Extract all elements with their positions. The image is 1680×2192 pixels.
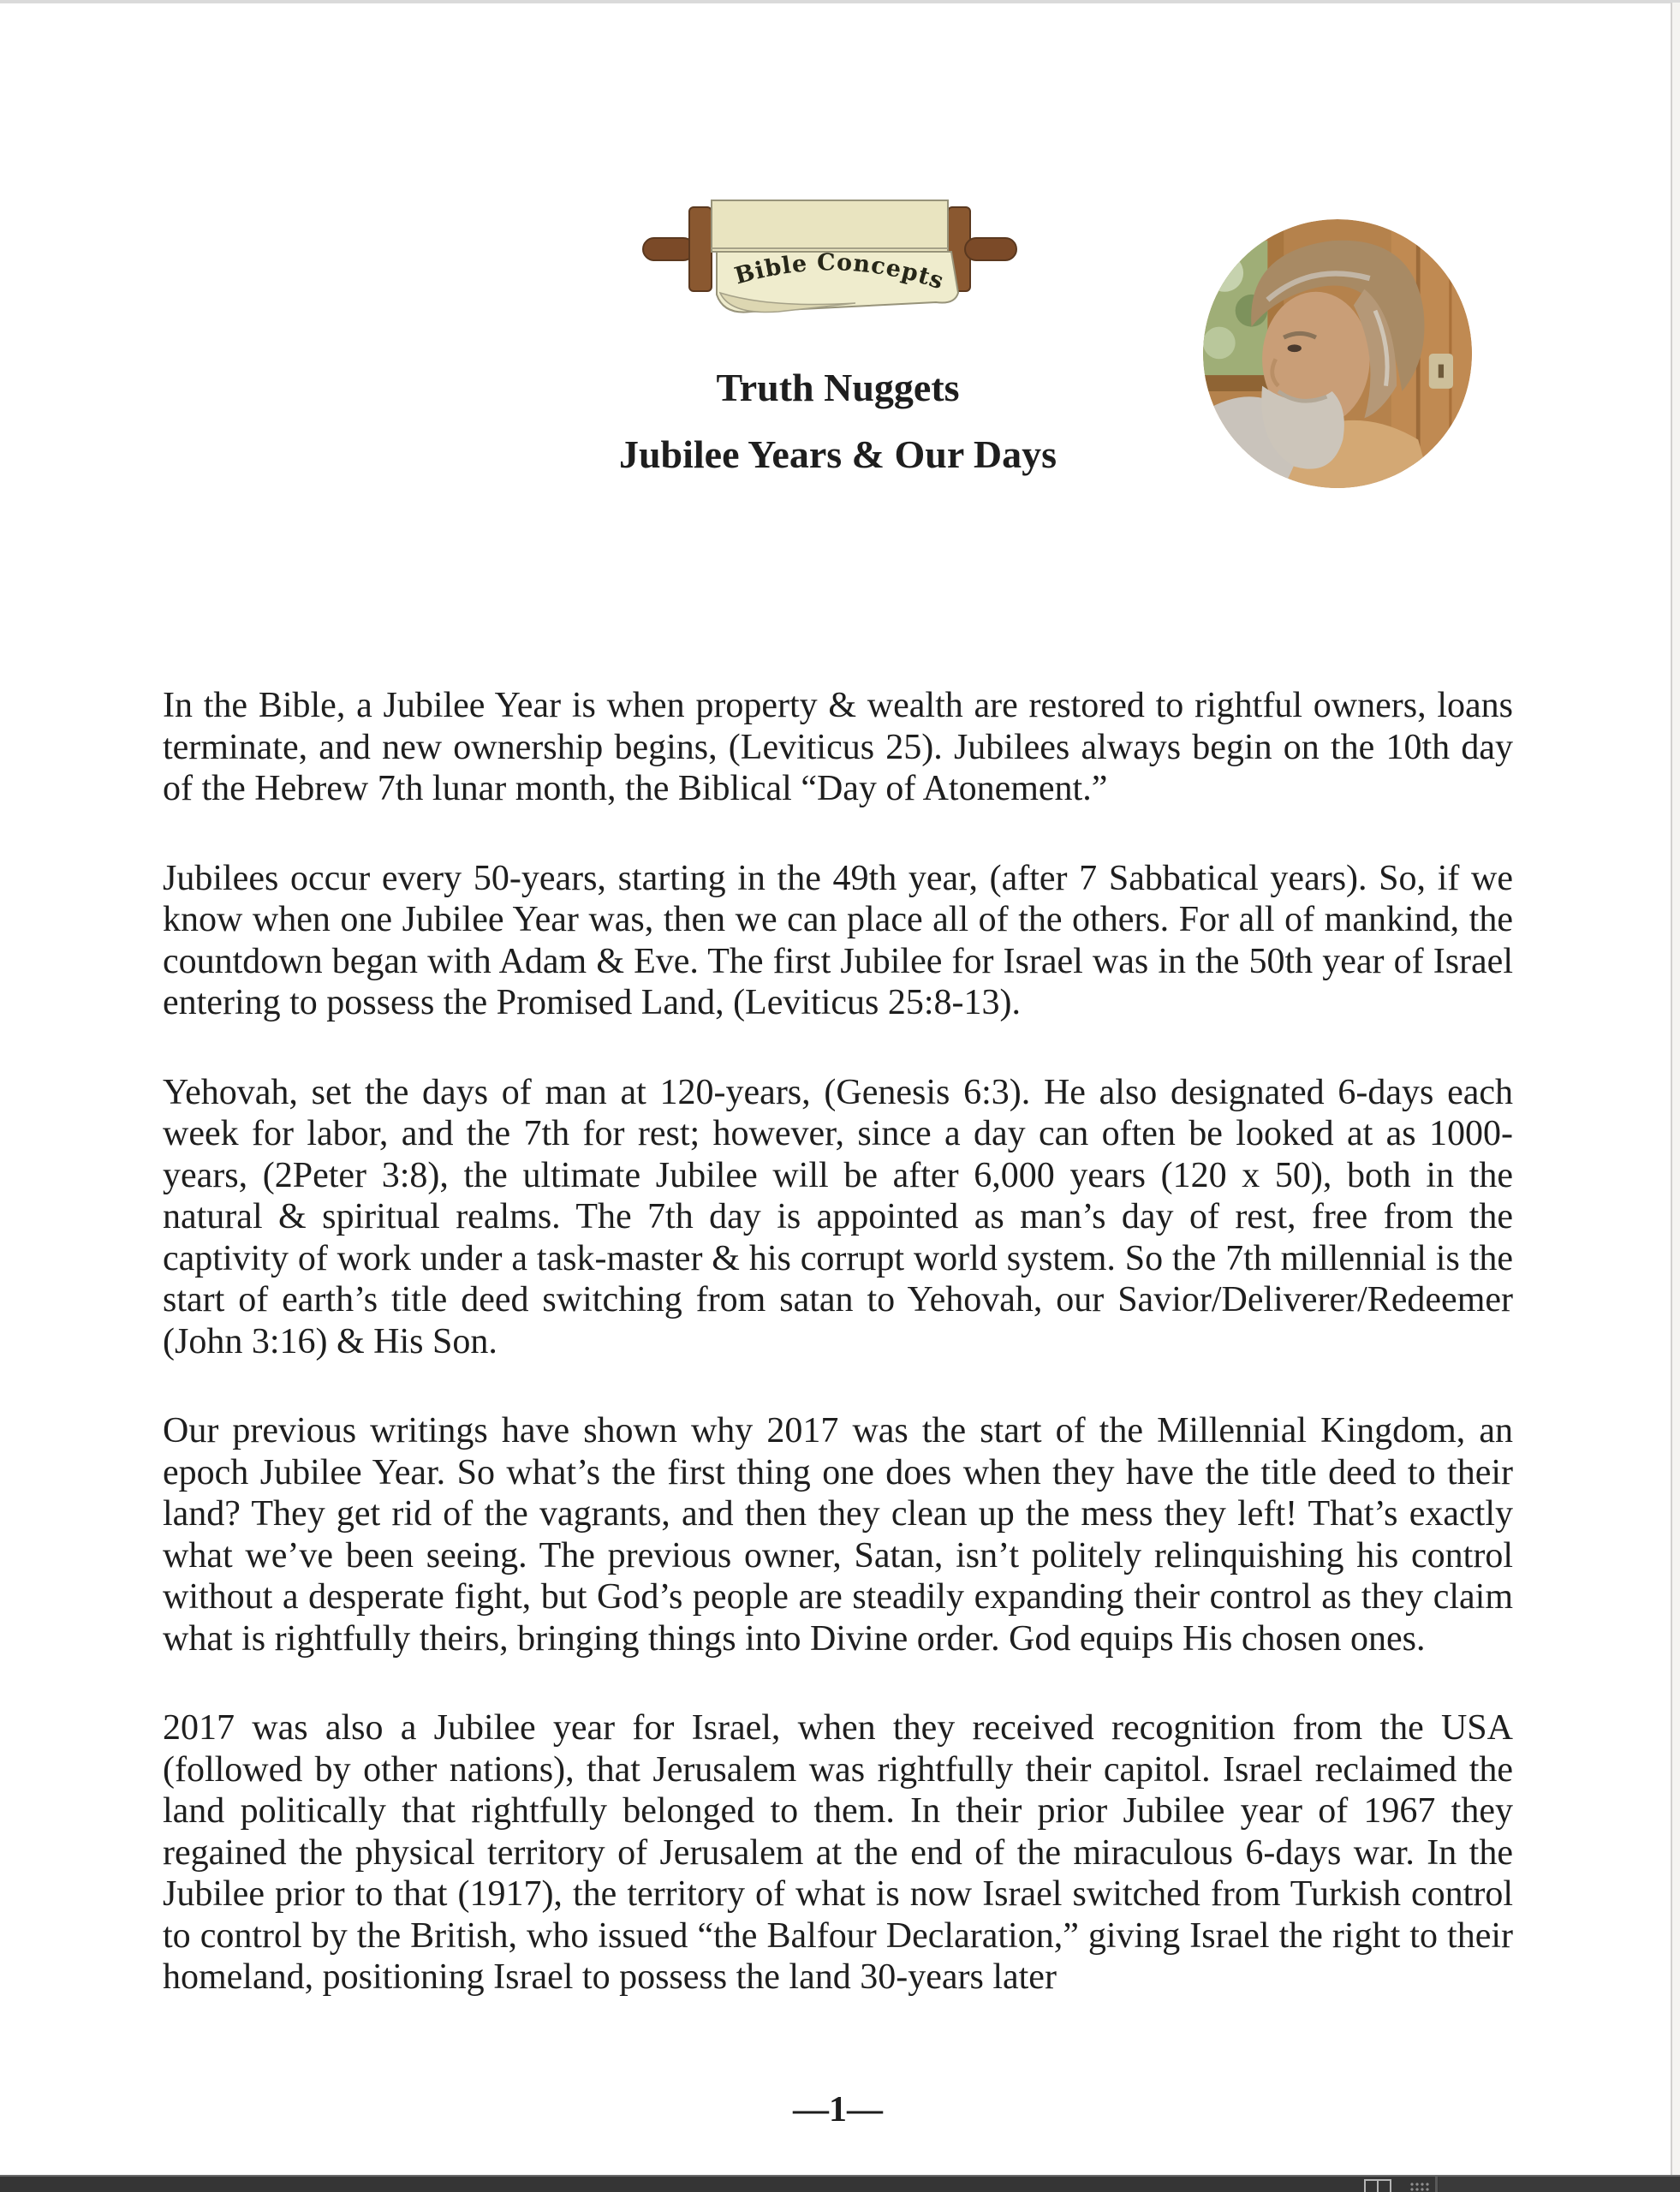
page-number: —1— xyxy=(793,2090,883,2129)
logo-text: Bible Concepts xyxy=(731,249,948,295)
page-footer xyxy=(163,2089,1513,2130)
page-title: Truth Nuggets xyxy=(716,366,960,409)
page-thumb-right xyxy=(1379,2179,1391,2192)
toolbar-divider xyxy=(1435,2177,1438,2192)
page-subtitle: Jubilee Years & Our Days xyxy=(618,432,1057,476)
viewer-toolbar xyxy=(0,2175,1680,2192)
scroll-icon xyxy=(637,194,1022,322)
paragraph-2: Jubilees occur every 50-years, starting in the 49th year, (after 7 Sabbatical years). So, if we know when one Jubilee Year was, then we can place all of the others. For all of mankind, the countdown began with Adam & Eve. The first Jubilee for Israel was in the 50th year of Israel entering to possess the Promised Land, (Leviticus 25:8-13). xyxy=(163,858,1513,1022)
bible-concepts-logo xyxy=(637,194,1022,322)
document-body xyxy=(163,685,1513,1998)
paragraph-1: In the Bible, a Jubilee Year is when property & wealth are restored to rightful owners, loans terminate, and new ownership begins, (Leviticus 25). Jubilees always begin on the 10th day of the Hebrew 7th lunar month, the Biblical “Day of Atonement.” xyxy=(163,686,1513,808)
paragraph-4: Our previous writings have shown why 2017 was the start of the Millennial Kingdom, an epoch Jubilee Year. So what’s the first thing one does when they have the title deed to their land? They get rid of the vagrants, and then they clean up the mess they left! That’s exactly what we’ve been seeing. The previous owner, Satan, isn’t politely relinquishing his control without a desperate fight, but God’s people are steadily expanding their control as they claim what is rightfully theirs, bringing things into Divine order. God equips His chosen ones. xyxy=(163,1411,1513,1659)
scrollbar-track[interactable] xyxy=(1671,3,1680,2177)
header-titles xyxy=(163,368,1513,474)
toolbar-right-section xyxy=(1439,2177,1680,2192)
page-top-border xyxy=(0,0,1680,3)
page-thumb-left xyxy=(1364,2179,1379,2192)
two-page-view-icon[interactable] xyxy=(1364,2179,1391,2192)
paragraph-5: 2017 was also a Jubilee year for Israel, when they received recognition from the USA (followed by other nations), that Jerusalem was rightfully their capitol. Israel reclaimed the land politically that rightfully belonged to them. In their prior Jubilee year of 1967 they regained the physical territory of Jerusalem at the end of the miraculous 6-days war. In the Jubilee prior to that (1917), the territory of what is now Israel switched from Turkish control to control by the British, who issued “the Balfour Declaration,” giving Israel the right to their homeland, positioning Israel to possess the land 30-years later xyxy=(163,1708,1513,1997)
thumbnail-grid-icon[interactable] xyxy=(1409,2182,1430,2192)
paragraph-3: Yehovah, set the days of man at 120-years, (Genesis 6:3). He also designated 6-days each week for labor, and the 7th for rest; however, since a day can often be looked at as 1000-years, (2Peter 3:8), the ultimate Jubilee will be after 6,000 years (120 x 50), both in the natural & spiritual realms. The 7th day is appointed as man’s day of rest, free from the captivity of work under a task-master & his corrupt world system. So the 7th millennial is the start of earth’s title deed switching from satan to Yehovah, our Savior/Deliverer/Redeemer (John 3:16) & His Son. xyxy=(163,1072,1513,1361)
